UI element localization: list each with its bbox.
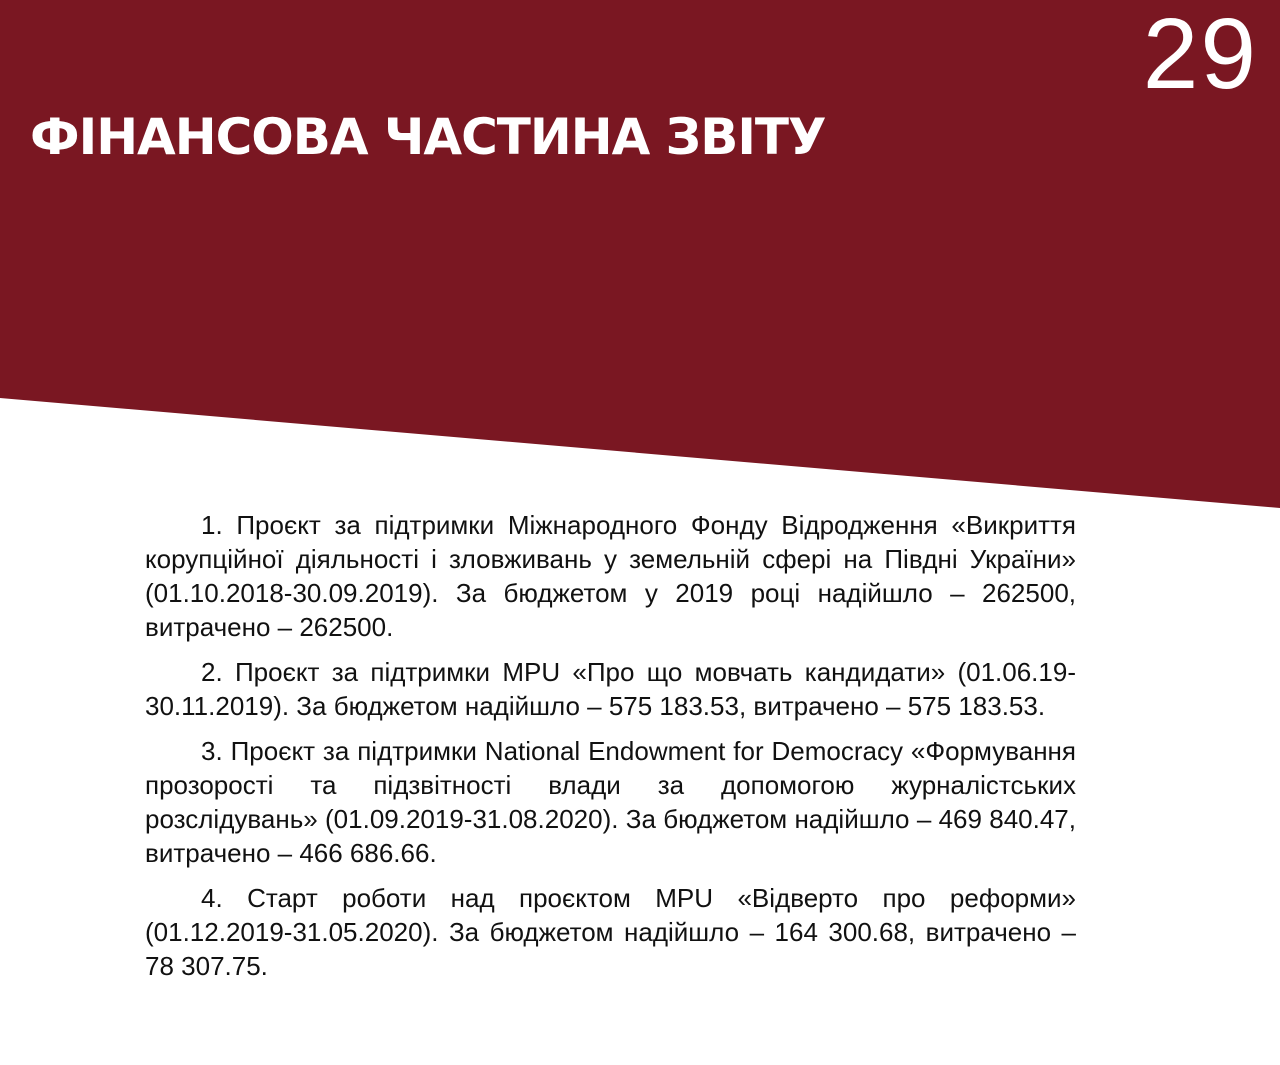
paragraph-3: 3. Проєкт за підтримки National Endowment for Democracy «Формування прозорості та підзвітності влади за допомогою журналістських розслідувань» (01.09.2019-31.08.2020). За бюджетом надійшло – 469 840.47, витрачено – 466 686.66. [145, 736, 1076, 868]
paragraph-1: 1. Проєкт за підтримки Міжнародного Фонду Відродження «Викриття корупційної діяльності і зловживань у земельній сфері на Півдні України» (01.10.2018-30.09.2019). За бюджетом у 2019 році надійшло – 262500, витрачено – 262500. [145, 510, 1076, 642]
banner-shape [0, 0, 1280, 508]
paragraph-2: 2. Проєкт за підтримки МРU «Про що мовчать кандидати» (01.06.19-30.11.2019). За бюджетом надійшло – 575 183.53, витрачено – 575 183.53. [145, 657, 1076, 721]
paragraph-4: 4. Старт роботи над проєктом МРU «Відверто про реформи» (01.12.2019-31.05.2020). За бюджетом надійшло – 164 300.68, витрачено – 78 307.75. [145, 883, 1076, 981]
page-number: 29 [1142, 0, 1258, 110]
report-body [145, 508, 1076, 994]
header-banner [0, 0, 1280, 520]
page-title: ФІНАНСОВА ЧАСТИНА ЗВІТУ [30, 108, 826, 166]
